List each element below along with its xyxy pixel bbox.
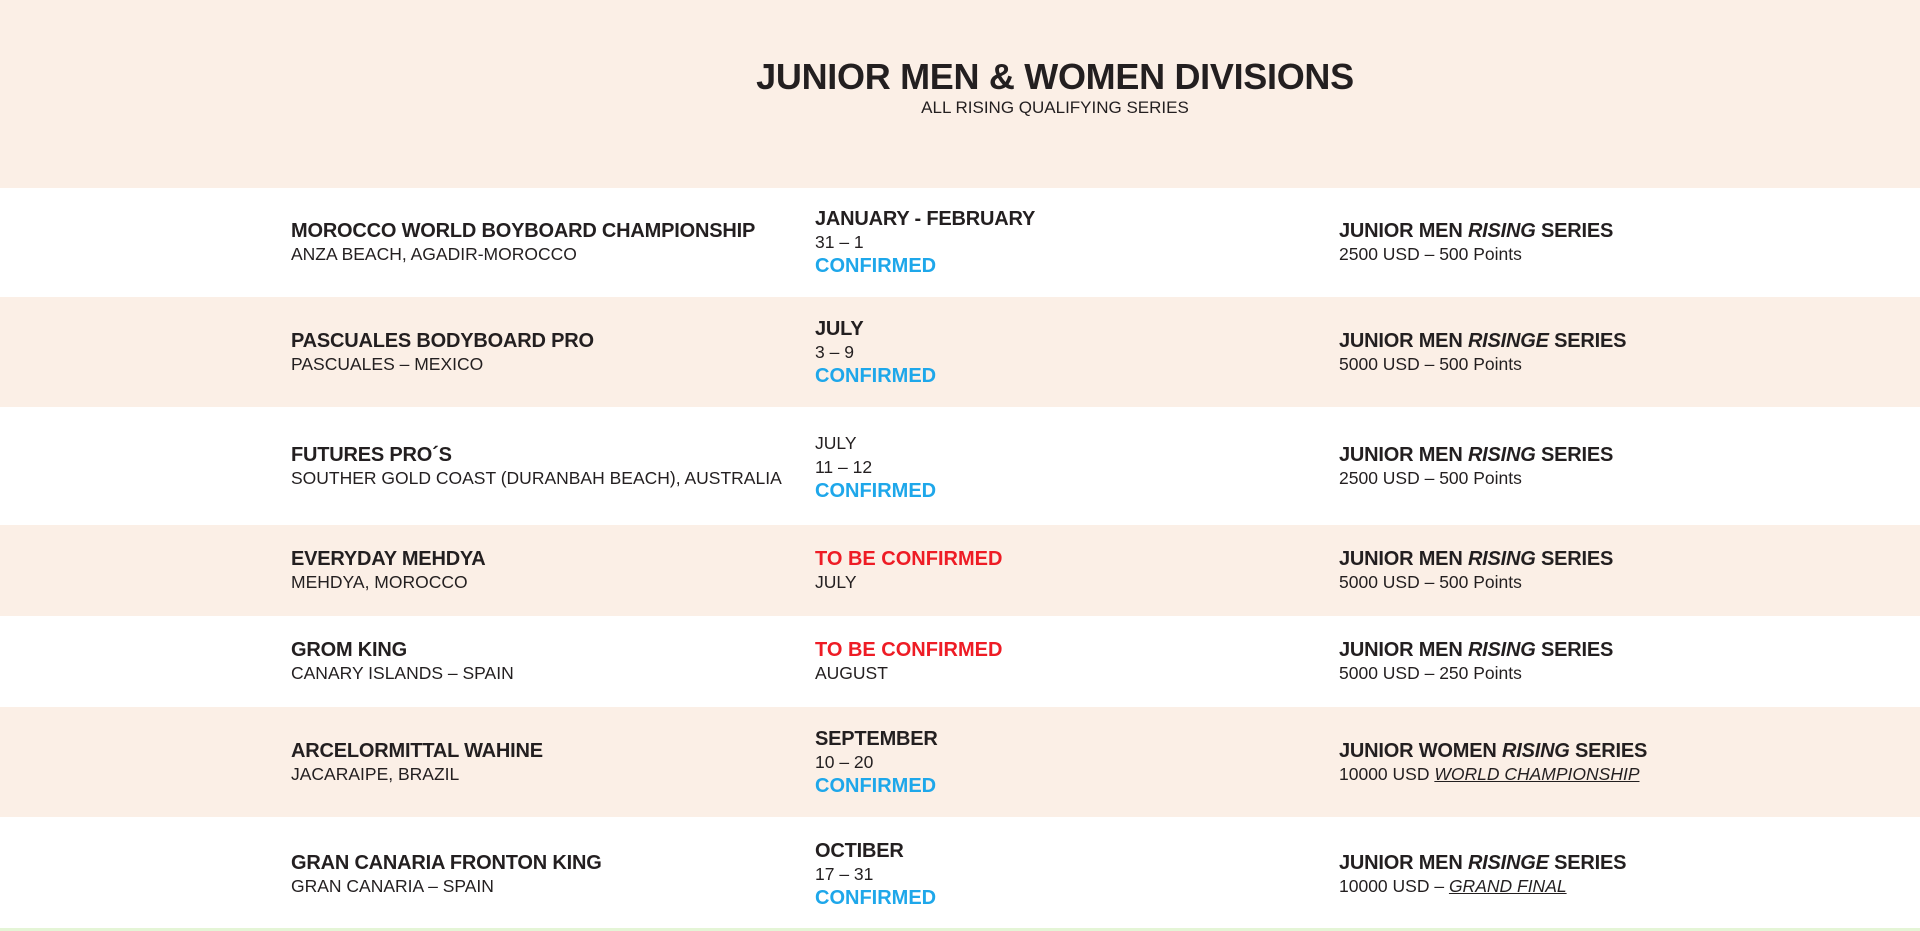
event-name: FUTURES PRO´S xyxy=(291,443,452,466)
event-location: ANZA BEACH, AGADIR-MOROCCO xyxy=(291,244,577,264)
division-suffix: SERIES xyxy=(1554,851,1627,874)
event-division xyxy=(1339,707,1899,817)
division-label xyxy=(1339,739,1899,763)
event-prize: 5000 USD – 250 Points xyxy=(1339,663,1522,683)
event-schedule xyxy=(815,407,1315,525)
event-dates: 3 – 9 xyxy=(815,341,854,362)
division-prefix: JUNIOR MEN xyxy=(1339,851,1463,874)
division-label xyxy=(1339,329,1899,353)
division-suffix: SERIES xyxy=(1554,329,1627,352)
event-info xyxy=(291,817,791,931)
world-championship-link[interactable]: WORLD CHAMPIONSHIP xyxy=(1434,763,1640,784)
status-confirmed: CONFIRMED xyxy=(815,886,937,909)
event-info xyxy=(291,407,791,525)
division-prefix: JUNIOR MEN xyxy=(1339,329,1463,352)
event-division xyxy=(1339,817,1899,931)
event-schedule xyxy=(815,616,1315,707)
event-schedule xyxy=(815,297,1315,407)
status-confirmed: CONFIRMED xyxy=(815,774,937,797)
division-prefix: JUNIOR MEN xyxy=(1339,443,1463,466)
division-prefix: JUNIOR MEN xyxy=(1339,548,1463,570)
prize-amount: 10000 USD xyxy=(1339,763,1435,784)
event-month: JULY xyxy=(815,432,857,453)
event-info xyxy=(291,297,791,407)
event-schedule xyxy=(815,188,1315,297)
event-location: SOUTHER GOLD COAST (DURANBAH BEACH), AUSTRALIA xyxy=(291,467,782,488)
event-month: JULY xyxy=(815,572,857,592)
division-label xyxy=(1339,851,1899,875)
event-row xyxy=(0,297,1920,407)
division-suffix: SERIES xyxy=(1541,220,1614,242)
prize-amount: 10000 USD – xyxy=(1339,875,1449,896)
event-month: OCTIBER xyxy=(815,839,904,862)
status-to-be-confirmed: TO BE CONFIRMED xyxy=(815,548,1003,570)
division-suffix: SERIES xyxy=(1541,639,1614,661)
page-subtitle: ALL RISING QUALIFYING SERIES xyxy=(921,98,1189,117)
event-schedule xyxy=(815,817,1315,931)
event-division xyxy=(1339,297,1899,407)
event-dates: 10 – 20 xyxy=(815,751,874,772)
event-row xyxy=(0,817,1920,931)
event-division xyxy=(1339,616,1899,707)
division-series: RISINGE xyxy=(1467,329,1549,352)
division-label xyxy=(1339,219,1899,243)
event-dates: 11 – 12 xyxy=(815,456,873,477)
event-info xyxy=(291,616,791,707)
event-info xyxy=(291,707,791,817)
event-dates: 31 – 1 xyxy=(815,232,864,252)
division-label xyxy=(1339,547,1899,571)
event-month: SEPTEMBER xyxy=(815,727,938,750)
event-name: PASCUALES BODYBOARD PRO xyxy=(291,329,594,352)
event-prize: 2500 USD – 500 Points xyxy=(1339,467,1522,488)
event-row xyxy=(0,188,1920,297)
event-prize xyxy=(1339,875,1899,898)
event-name: EVERYDAY MEHDYA xyxy=(291,548,486,570)
event-schedule xyxy=(815,707,1315,817)
status-confirmed: CONFIRMED xyxy=(815,255,937,277)
division-series: RISING xyxy=(1467,548,1536,570)
division-prefix: JUNIOR WOMEN xyxy=(1339,739,1497,762)
event-row xyxy=(0,616,1920,707)
event-month: AUGUST xyxy=(815,663,888,683)
event-division xyxy=(1339,188,1899,297)
division-label xyxy=(1339,443,1899,467)
status-to-be-confirmed: TO BE CONFIRMED xyxy=(815,639,1003,661)
division-series: RISING xyxy=(1467,639,1536,661)
events-table xyxy=(0,188,1920,931)
event-row xyxy=(0,707,1920,817)
grand-final-link[interactable]: GRAND FINAL xyxy=(1448,875,1567,896)
division-series: RISINGE xyxy=(1467,851,1549,874)
event-schedule xyxy=(815,525,1315,616)
event-location: PASCUALES – MEXICO xyxy=(291,353,484,374)
status-confirmed: CONFIRMED xyxy=(815,479,937,502)
event-prize: 5000 USD – 500 Points xyxy=(1339,572,1522,592)
event-location: CANARY ISLANDS – SPAIN xyxy=(291,663,514,683)
event-name: ARCELORMITTAL WAHINE xyxy=(291,739,543,762)
header-band xyxy=(0,0,1920,188)
division-series: RISING xyxy=(1467,443,1536,466)
event-row xyxy=(0,407,1920,525)
event-info xyxy=(291,188,791,297)
page-title: JUNIOR MEN & WOMEN DIVISIONS xyxy=(756,56,1354,97)
event-division xyxy=(1339,525,1899,616)
event-prize: 2500 USD – 500 Points xyxy=(1339,244,1522,264)
event-row xyxy=(0,525,1920,616)
event-prize xyxy=(1339,763,1899,786)
event-month: JANUARY - FEBRUARY xyxy=(815,208,1036,230)
event-location: GRAN CANARIA – SPAIN xyxy=(291,875,494,896)
event-name: MOROCCO WORLD BOYBOARD CHAMPIONSHIP xyxy=(291,220,756,242)
division-suffix: SERIES xyxy=(1575,739,1648,762)
event-name: GRAN CANARIA FRONTON KING xyxy=(291,851,602,874)
division-prefix: JUNIOR MEN xyxy=(1339,639,1463,661)
division-suffix: SERIES xyxy=(1541,548,1614,570)
event-month: JULY xyxy=(815,317,864,340)
division-prefix: JUNIOR MEN xyxy=(1339,220,1463,242)
event-name: GROM KING xyxy=(291,639,407,661)
event-info xyxy=(291,525,791,616)
division-label xyxy=(1339,638,1899,662)
division-suffix: SERIES xyxy=(1541,443,1614,466)
event-location: MEHDYA, MOROCCO xyxy=(291,572,468,592)
event-division xyxy=(1339,407,1899,525)
status-confirmed: CONFIRMED xyxy=(815,364,937,387)
event-dates: 17 – 31 xyxy=(815,863,874,884)
event-location: JACARAIPE, BRAZIL xyxy=(291,763,460,784)
division-series: RISING xyxy=(1501,739,1570,762)
division-series: RISING xyxy=(1467,220,1536,242)
event-prize: 5000 USD – 500 Points xyxy=(1339,353,1522,374)
